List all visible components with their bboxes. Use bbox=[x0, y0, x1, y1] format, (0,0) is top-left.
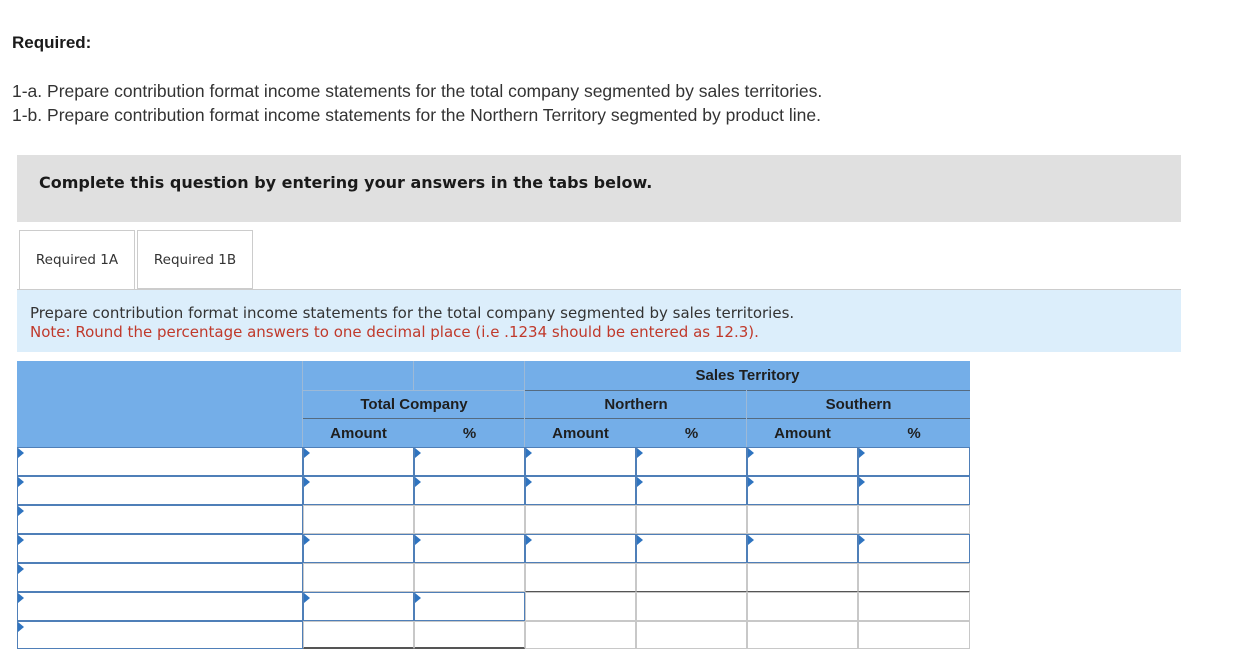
southern-header: Southern bbox=[825, 396, 892, 413]
instruction-1b: 1-b. Prepare contribution format income statements for the Northern Territory segmented by product line. bbox=[12, 104, 821, 125]
col-header-percent: % bbox=[462, 425, 477, 442]
header-divider bbox=[303, 418, 970, 419]
col-header-amount: Amount bbox=[330, 425, 387, 442]
northern-percent-input[interactable] bbox=[636, 476, 747, 505]
required-heading: Required: bbox=[12, 33, 92, 52]
row-label-input[interactable] bbox=[17, 476, 303, 505]
row-label-input[interactable] bbox=[17, 621, 303, 649]
input-marker-icon bbox=[415, 535, 421, 545]
total-amount-input[interactable] bbox=[303, 534, 414, 563]
southern-amount-input[interactable] bbox=[747, 476, 858, 505]
total-percent-input[interactable] bbox=[414, 592, 525, 621]
northern-percent-input[interactable] bbox=[636, 447, 747, 476]
northern-percent-cell bbox=[636, 505, 747, 534]
banner-text: Complete this question by entering your answers in the tabs below. bbox=[39, 173, 653, 192]
total-amount-input[interactable] bbox=[303, 592, 414, 621]
northern-amount-input[interactable] bbox=[525, 447, 636, 476]
total-company-header: Total Company bbox=[360, 396, 468, 413]
southern-percent-input[interactable] bbox=[858, 447, 970, 476]
southern-percent-cell bbox=[858, 563, 970, 592]
northern-amount-input[interactable] bbox=[525, 476, 636, 505]
input-marker-icon bbox=[526, 448, 532, 458]
input-marker-icon bbox=[526, 535, 532, 545]
prompt-box bbox=[17, 290, 1181, 352]
input-marker-icon bbox=[304, 593, 310, 603]
input-marker-icon bbox=[748, 448, 754, 458]
southern-amount-cell bbox=[747, 592, 858, 621]
total-percent-cell bbox=[414, 621, 525, 649]
southern-amount-cell bbox=[747, 621, 858, 649]
northern-amount-cell bbox=[525, 621, 636, 649]
instruction-banner bbox=[17, 155, 1181, 222]
southern-percent-cell bbox=[858, 621, 970, 649]
row-label-input[interactable] bbox=[17, 534, 303, 563]
input-marker-icon bbox=[859, 448, 865, 458]
input-marker-icon bbox=[304, 448, 310, 458]
northern-percent-cell bbox=[636, 563, 747, 592]
input-marker-icon bbox=[18, 535, 24, 545]
southern-percent-cell bbox=[858, 505, 970, 534]
input-marker-icon bbox=[304, 477, 310, 487]
northern-amount-input[interactable] bbox=[525, 534, 636, 563]
input-marker-icon bbox=[637, 477, 643, 487]
instructions bbox=[12, 80, 822, 127]
row-label-input[interactable] bbox=[17, 563, 303, 592]
northern-percent-input[interactable] bbox=[636, 534, 747, 563]
northern-amount-cell bbox=[525, 592, 636, 621]
tab-required-1b[interactable]: Required 1B bbox=[137, 230, 253, 289]
input-marker-icon bbox=[18, 477, 24, 487]
southern-amount-input[interactable] bbox=[747, 534, 858, 563]
header-divider bbox=[525, 390, 970, 391]
total-amount-cell bbox=[303, 621, 414, 649]
total-amount-cell bbox=[303, 505, 414, 534]
input-marker-icon bbox=[18, 564, 24, 574]
prompt-text: Prepare contribution format income statements for the total company segmented by sales territories. bbox=[30, 304, 795, 322]
total-percent-cell bbox=[414, 505, 525, 534]
col-header-percent: % bbox=[907, 425, 921, 442]
input-marker-icon bbox=[415, 477, 421, 487]
col-header-percent: % bbox=[684, 425, 699, 442]
input-marker-icon bbox=[415, 448, 421, 458]
input-marker-icon bbox=[304, 535, 310, 545]
southern-amount-cell bbox=[747, 505, 858, 534]
southern-percent-input[interactable] bbox=[858, 476, 970, 505]
input-marker-icon bbox=[18, 622, 24, 632]
input-marker-icon bbox=[526, 477, 532, 487]
total-amount-input[interactable] bbox=[303, 476, 414, 505]
southern-percent-input[interactable] bbox=[858, 534, 970, 563]
row-label-input[interactable] bbox=[17, 447, 303, 476]
col-header-amount: Amount bbox=[774, 425, 831, 442]
total-percent-input[interactable] bbox=[414, 534, 525, 563]
instruction-1a: 1-a. Prepare contribution format income statements for the total company segmented by sales territories. bbox=[12, 81, 823, 101]
southern-amount-cell bbox=[747, 563, 858, 592]
rounding-note: Note: Round the percentage answers to one decimal place (i.e .1234 should be entered as 12.3). bbox=[30, 323, 759, 341]
input-marker-icon bbox=[748, 477, 754, 487]
row-label-input[interactable] bbox=[17, 505, 303, 534]
input-marker-icon bbox=[637, 448, 643, 458]
southern-amount-input[interactable] bbox=[747, 447, 858, 476]
header-divider bbox=[303, 390, 525, 391]
northern-amount-cell bbox=[525, 505, 636, 534]
total-amount-input[interactable] bbox=[303, 447, 414, 476]
northern-header: Northern bbox=[604, 396, 668, 413]
northern-percent-cell bbox=[636, 621, 747, 649]
total-percent-input[interactable] bbox=[414, 447, 525, 476]
southern-percent-cell bbox=[858, 592, 970, 621]
input-marker-icon bbox=[18, 506, 24, 516]
input-marker-icon bbox=[18, 448, 24, 458]
total-percent-cell bbox=[414, 563, 525, 592]
sales-territory-header: Sales Territory bbox=[695, 367, 800, 384]
total-amount-cell bbox=[303, 563, 414, 592]
input-marker-icon bbox=[637, 535, 643, 545]
northern-amount-cell bbox=[525, 563, 636, 592]
header-col-divider bbox=[413, 361, 414, 390]
input-marker-icon bbox=[859, 535, 865, 545]
tab-required-1a[interactable]: Required 1A bbox=[19, 230, 135, 290]
input-marker-icon bbox=[748, 535, 754, 545]
input-marker-icon bbox=[415, 593, 421, 603]
northern-percent-cell bbox=[636, 592, 747, 621]
input-marker-icon bbox=[859, 477, 865, 487]
total-percent-input[interactable] bbox=[414, 476, 525, 505]
col-header-amount: Amount bbox=[552, 425, 609, 442]
row-label-input[interactable] bbox=[17, 592, 303, 621]
input-marker-icon bbox=[18, 593, 24, 603]
